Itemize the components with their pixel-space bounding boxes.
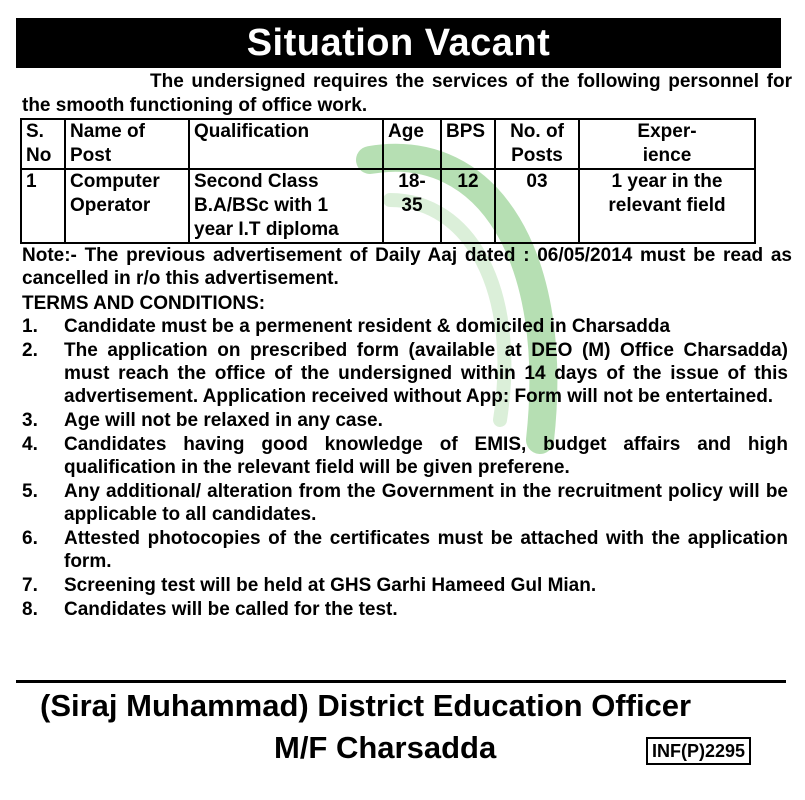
table-row [21, 169, 755, 243]
note-paragraph: Note:- The previous advertisement of Daily Aaj dated : 06/05/2014 must be read as cancelled in r/o this advertisement. [22, 245, 792, 289]
signature-office: M/F Charsadda [274, 730, 497, 765]
cell-bps: 12 [441, 169, 495, 243]
cell-age: 18- 35 [383, 169, 441, 243]
list-item: 3. Age will not be relaxed in any case. [22, 410, 383, 431]
reference-code: INF(P)2295 [646, 737, 751, 765]
header-age: Age [383, 119, 441, 169]
header-sno: S. No [21, 119, 65, 169]
intro-paragraph: The undersigned requires the services of the following personnel for the smooth functioning of office work. [22, 71, 792, 116]
list-item: 8. Candidates will be called for the test. [22, 599, 398, 620]
list-item: 2. The application on prescribed form (available at DEO (M) Office Charsadda) must reach the office of the undersigned within 14 days of the issue of this advertisement. Application received without App: Form will not be entertained. [22, 340, 788, 407]
terms-list [22, 315, 788, 622]
cell-post-name: Computer Operator [65, 169, 189, 243]
list-item: 5. Any additional/ alteration from the Government in the recruitment policy will be applicable to all candidates. [22, 481, 788, 525]
header-post-name: Name of Post [65, 119, 189, 169]
posts-table [20, 118, 756, 244]
cell-qualification: Second Class B.A/BSc with 1 year I.T diploma [189, 169, 383, 243]
terms-heading: TERMS AND CONDITIONS: [22, 293, 266, 314]
page-title: Situation Vacant [16, 18, 781, 68]
divider [16, 680, 786, 683]
list-item: 7. Screening test will be held at GHS Garhi Hameed Gul Mian. [22, 575, 597, 596]
cell-sno: 1 [21, 169, 65, 243]
list-item: 4. Candidates having good knowledge of EMIS, budget affairs and high qualification in the relevant field will be given preferene. [22, 434, 788, 478]
header-experience: Exper- ience [579, 119, 755, 169]
signature-officer: (Siraj Muhammad) District Education Officer [40, 688, 692, 723]
header-qualification: Qualification [189, 119, 383, 169]
list-item: 6. Attested photocopies of the certificates must be attached with the application form. [22, 528, 788, 572]
list-item: 1. Candidate must be a permenent resident & domiciled in Charsadda [22, 316, 671, 337]
table-header-row [21, 119, 755, 169]
header-bps: BPS [441, 119, 495, 169]
header-posts: No. of Posts [495, 119, 579, 169]
cell-experience: 1 year in the relevant field [579, 169, 755, 243]
cell-posts: 03 [495, 169, 579, 243]
